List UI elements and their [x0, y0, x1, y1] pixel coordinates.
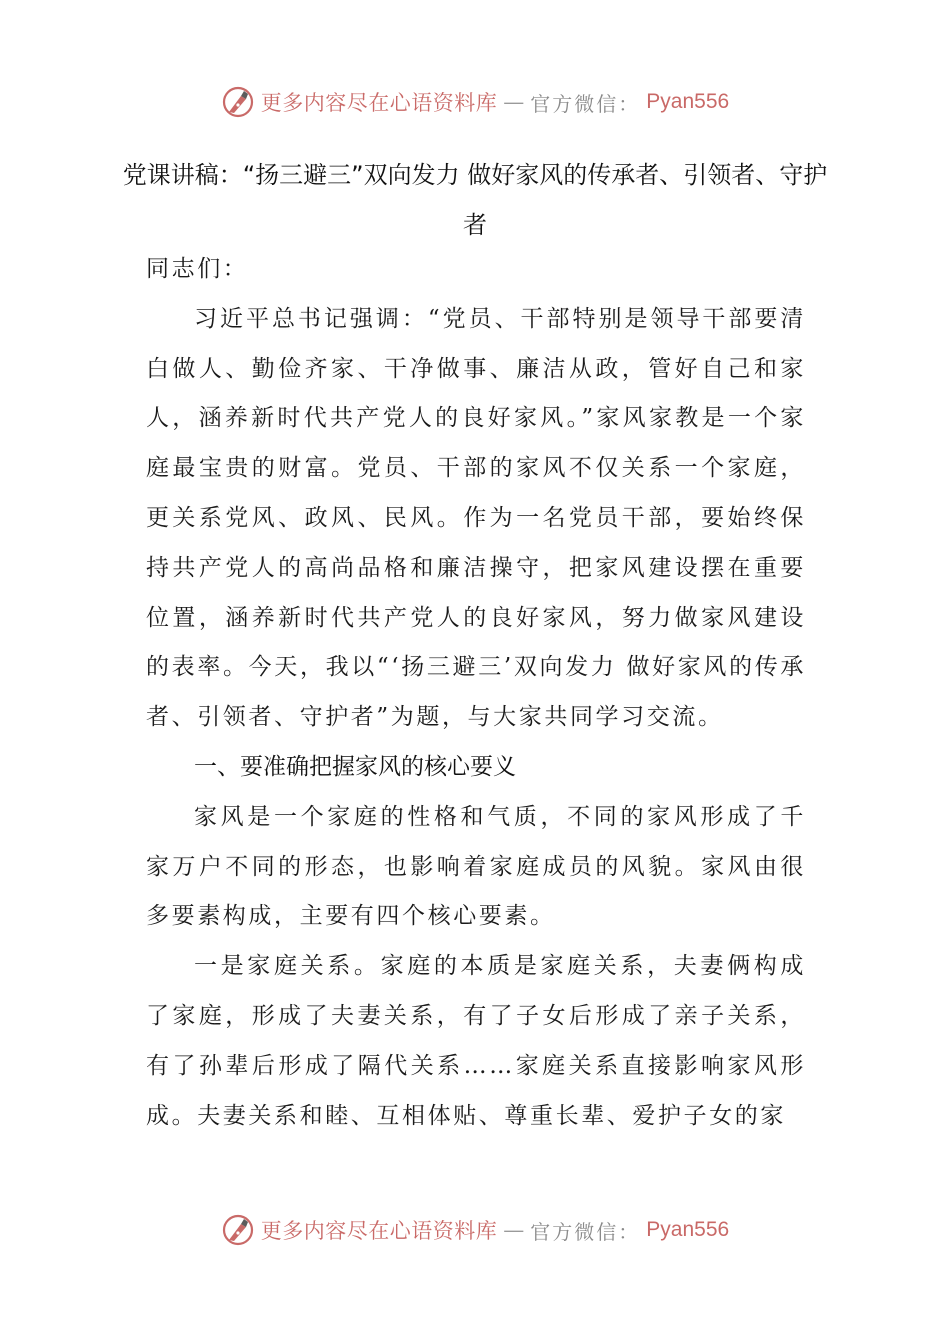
watermark-banner-bottom: [0, 1210, 950, 1250]
watermark-dash: —: [503, 1218, 525, 1242]
watermark-brand-text: 更多内容尽在心语资料库: [260, 91, 498, 115]
pen-nib-logo-icon: [221, 1213, 255, 1247]
salutation: 同志们：: [146, 256, 249, 282]
watermark-contact: Pyan556: [646, 1218, 730, 1241]
section-heading-1: 一、要准确把握家风的核心要义: [194, 753, 516, 780]
paragraph-section1-2: 一是家庭关系。家庭的本质是家庭关系，夫妻俩构成了家庭，形成了夫妻关系，有了子女后形成了亲子关系，有了孙辈后形成了隔代关系……家庭关系直接影响家风形成。夫妻关系和睦、互相体贴、尊重长辈、爱护子女的家: [146, 953, 806, 1129]
document-body: [146, 245, 806, 1141]
paragraph-intro: 习近平总书记强调：“党员、干部特别是领导干部要清白做人、勤俭齐家、干净做事、廉洁从政，管好自己和家人，涵养新时代共产党人的良好家风。”家风家教是一个家庭最宝贵的财富。党员、干部的家风不仅关系一个家庭，更关系党风、政风、民风。作为一名党员干部，要始终保持共产党人的高尚品格和廉洁操守，把家风建设摆在重要位置，涵养新时代共产党人的良好家风，努力做家风建设的表率。今天，我以“‘扬三避三’双向发力 做好家风的传承者、引领者、守护者”为题，与大家共同学习交流。: [146, 305, 806, 731]
document-title: 党课讲稿：“扬三避三”双向发力 做好家风的传承者、引领者、守护者: [122, 161, 828, 239]
watermark-label: 官方微信：: [530, 1219, 641, 1244]
watermark-brand-text: 更多内容尽在心语资料库: [260, 1219, 498, 1243]
watermark-dash: —: [503, 90, 525, 114]
watermark-label: 官方微信：: [530, 91, 641, 116]
paragraph-section1-1: 家风是一个家庭的性格和气质，不同的家风形成了千家万户不同的形态，也影响着家庭成员的风貌。家风由很多要素构成，主要有四个核心要素。: [146, 803, 806, 930]
watermark-banner-top: [0, 82, 950, 122]
watermark-contact: Pyan556: [646, 90, 730, 113]
pen-nib-logo-icon: [221, 85, 255, 119]
